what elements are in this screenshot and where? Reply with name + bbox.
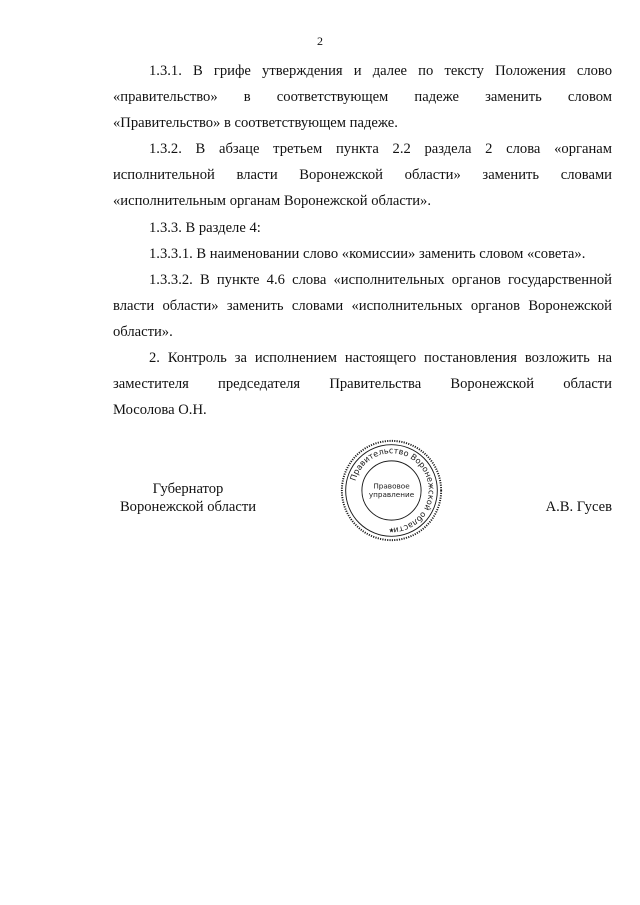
paragraph-2 [113,345,612,423]
text-line: власти области» заменить словами «исполнительных органов Воронежской [113,297,612,314]
document-body [113,58,612,423]
text-line: «правительство» в соответствующем падеже заменить словом [113,89,612,106]
text-line: 1.3.3. В разделе 4: [149,219,261,236]
text-line: исполнительной власти Воронежской области» заменить словами [113,167,612,184]
paragraph-1-3-2 [113,136,612,214]
text-line: заместителя председателя Правительства Воронежской области [113,376,612,393]
signatory-title-line: Губернатор [152,481,224,497]
text-line: 1.3.1. В грифе утверждения и далее по тексту Положения слово [149,63,612,79]
text-line: 1.3.2. В абзаце третьем пункта 2.2 раздела 2 слова «органам [149,141,612,158]
stamp-center-text: управление [368,490,415,500]
text-line: 2. Контроль за исполнением настоящего постановления возложить на [149,350,612,367]
official-stamp [339,438,444,543]
paragraph-1-3-3-2 [113,267,612,345]
signatory-name: А.В. Гусев [545,499,612,515]
text-line: «исполнительным органам Воронежской области». [113,193,431,210]
text-line: области». [113,323,173,340]
star-icon: ★ [388,526,395,535]
text-line: «Правительство» в соответствующем падеже. [113,115,398,132]
paragraph-1-3-3-1 [113,241,612,267]
stamp-ring-text: Правительство Воронежской области [347,445,437,536]
paragraph-1-3-1 [113,58,612,136]
page-number: 2 [317,34,323,48]
paragraph-1-3-3 [113,215,612,241]
text-line: 1.3.3.1. В наименовании слово «комиссии» заменить словом «совета». [149,245,586,262]
signatory-title [108,481,268,516]
stamp-center-text: Правовое [373,481,410,491]
text-line: Мосолова О.Н. [113,402,207,419]
text-line: 1.3.3.2. В пункте 4.6 слова «исполнительных органов государственной [149,271,612,288]
signatory-title-line: Воронежской области [119,498,257,515]
